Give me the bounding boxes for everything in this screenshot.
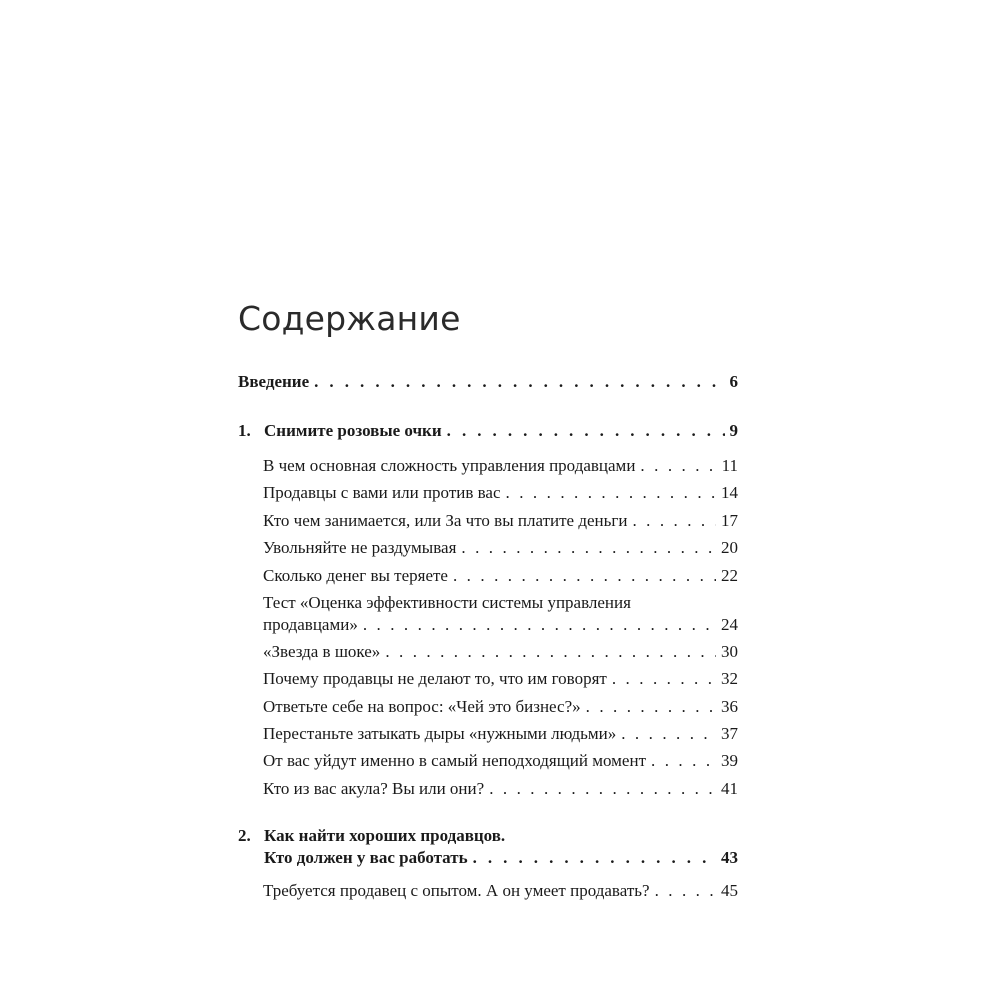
toc-page-number: 30	[721, 642, 738, 661]
toc-section-title: Ответьте себе на вопрос: «Чей это бизнес?»	[263, 697, 581, 716]
toc-dot-leader	[447, 420, 725, 442]
toc-dot-leader	[453, 565, 716, 587]
toc-page-number: 17	[721, 511, 738, 530]
toc-section	[263, 750, 738, 772]
toc-section	[263, 565, 738, 587]
toc-dot-leader	[651, 750, 716, 772]
chapter-number: 2.	[238, 826, 251, 845]
toc-page-number: 6	[729, 372, 738, 391]
toc-section	[263, 778, 738, 800]
toc-section-title-line1: Тест «Оценка эффективности системы управления	[263, 593, 631, 612]
toc-section-title: Продавцы с вами или против вас	[263, 483, 501, 502]
toc-dot-leader	[473, 847, 716, 869]
toc-dot-leader	[489, 778, 716, 800]
toc-section-title: Перестаньте затыкать дыры «нужными людьми»	[263, 724, 617, 743]
toc-section	[263, 482, 738, 504]
chapter-title-line2: Кто должен у вас работать	[264, 848, 468, 867]
chapter-title-line1: Как найти хороших продавцов.	[264, 826, 506, 845]
toc-section-title-line2: продавцами»	[263, 615, 358, 634]
toc-section	[263, 668, 738, 690]
toc-dot-leader	[385, 641, 716, 663]
toc-chapter-2	[264, 847, 738, 869]
toc-dot-leader	[632, 510, 716, 532]
toc-dot-leader	[506, 482, 716, 504]
toc-section-title: Кто из вас акула? Вы или они?	[263, 779, 485, 798]
toc-section	[263, 537, 738, 559]
toc-page-number: 41	[721, 779, 738, 798]
toc-page-number: 11	[721, 456, 738, 475]
toc-dot-leader	[655, 880, 716, 902]
toc-section-title: В чем основная сложность управления продавцами	[263, 456, 636, 475]
page-title: Содержание	[238, 299, 461, 338]
toc-page-number: 14	[721, 483, 738, 502]
toc-page-number: 43	[721, 848, 738, 867]
toc-page-number: 24	[721, 615, 738, 634]
toc-dot-leader	[363, 614, 716, 636]
toc-page-number: 22	[721, 566, 738, 585]
toc-dot-leader	[461, 537, 716, 559]
chapter-number: 1.	[238, 421, 251, 440]
toc-dot-leader	[612, 668, 716, 690]
toc-page-number: 20	[721, 538, 738, 557]
chapter-title: Снимите розовые очки	[264, 421, 442, 440]
toc-section	[263, 455, 738, 477]
toc-page-number: 45	[721, 881, 738, 900]
toc-dot-leader	[640, 455, 716, 477]
toc-section-title: Увольняйте не раздумывая	[263, 538, 457, 557]
toc-entry-title: Введение	[238, 372, 310, 391]
toc-section	[263, 510, 738, 532]
toc-chapter-1	[238, 420, 738, 442]
toc-section-title: Сколько денег вы теряете	[263, 566, 448, 585]
toc-entry-introduction	[238, 371, 738, 393]
toc-dot-leader	[314, 371, 724, 393]
toc-chapter-2-first-line	[238, 825, 505, 847]
toc-page-number: 32	[721, 669, 738, 688]
toc-page-number: 37	[721, 724, 738, 743]
toc-section	[263, 614, 738, 636]
toc-section	[263, 641, 738, 663]
toc-section-title: От вас уйдут именно в самый неподходящий момент	[263, 751, 647, 770]
toc-section	[263, 723, 738, 745]
toc-section-title: Требуется продавец с опытом. А он умеет продавать?	[263, 881, 650, 900]
toc-section	[263, 880, 738, 902]
toc-section-title: Кто чем занимается, или За что вы платите деньги	[263, 511, 628, 530]
toc-section-title: «Звезда в шоке»	[263, 642, 381, 661]
toc-dot-leader	[586, 696, 716, 718]
toc-page-number: 39	[721, 751, 738, 770]
toc-section-title: Почему продавцы не делают то, что им говорят	[263, 669, 607, 688]
toc-section	[263, 696, 738, 718]
toc-page-number: 36	[721, 697, 738, 716]
toc-dot-leader	[621, 723, 716, 745]
toc-page-number: 9	[729, 421, 738, 440]
